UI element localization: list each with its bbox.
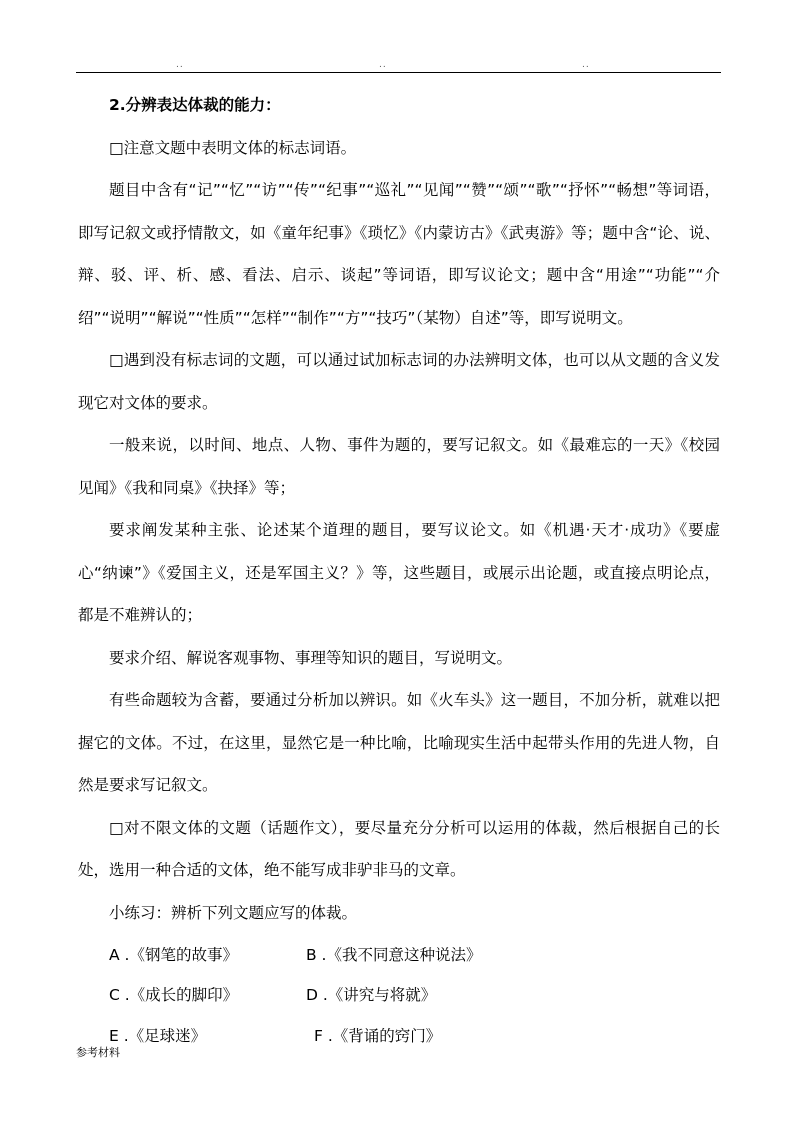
option-e: E .《足球迷》	[109, 1027, 207, 1045]
paragraph: 要求阐发某种主张、论述某个道理的题目，要写议论文。如《机遇·天才·成功》《要虚心“纳谏”》《爱国主义，还是军国主义？》等，这些题目，或展示出论题，或直接点明论点，都是不难辨认的；	[78, 521, 720, 624]
paragraph: 要求介绍、解说客观事物、事理等知识的题目，写说明文。	[109, 648, 513, 667]
paragraph: □注意文题中表明文体的标志词语。	[109, 138, 357, 157]
option-b: B .《我不同意这种说法》	[306, 946, 482, 964]
paragraph: □对不限文体的文题（话题作文），要尽量充分分析可以运用的体裁，然后根据自己的长处，选用一种合适的文体，绝不能写成非驴非马的文章。	[78, 818, 720, 879]
header-mark: ..	[379, 60, 387, 70]
paragraph: 题目中含有“记”“忆”“访”“传”“纪事”“巡礼”“见闻”“赞”“颂”“歌”“抒怀”“畅想”等词语，即写记叙文或抒情散文，如《童年纪事》《琐忆》《内蒙访古》《武夷游》等；题中含“论、说、辩、驳、评、析、感、看法、启示、谈起”等词语，即写议论文；题中含“用途”“功能”“介绍”“说明”“解说”“性质”“怎样”“制作”“方”“技巧”（某物）自述”等，即写说明文。	[78, 181, 720, 327]
option-f: F .《背诵的窍门》	[314, 1027, 442, 1045]
paragraph: □遇到没有标志词的文题，可以通过试加标志词的办法辨明文体，也可以从文题的含义发现它对文体的要求。	[78, 351, 720, 412]
header-mark: ..	[176, 60, 184, 70]
section-heading: 2.分辨表达体裁的能力：	[109, 96, 281, 114]
document-body	[78, 84, 720, 1057]
exercise-prompt: 小练习：辨析下列文题应写的体裁。	[109, 903, 358, 922]
paragraph: 一般来说，以时间、地点、人物、事件为题的，要写记叙文。如《最难忘的一天》《校园见闻》《我和同桌》《抉择》等；	[78, 436, 720, 497]
exercise-options	[78, 934, 720, 1057]
header-mark: ..	[582, 60, 590, 70]
paragraph: 有些命题较为含蓄，要通过分析加以辨识。如《火车头》这一题目，不加分析，就难以把握它的文体。不过，在这里，显然它是一种比喻，比喻现实生活中起带头作用的先进人物，自然是要求写记叙文。	[78, 691, 720, 794]
option-a: A .《钢笔的故事》	[109, 946, 238, 964]
option-c: C .《成长的脚印》	[109, 986, 239, 1004]
header-rule	[76, 72, 721, 73]
page-footer-label: 参考材料	[76, 1046, 120, 1059]
option-d: D .《讲究与将就》	[306, 986, 437, 1004]
